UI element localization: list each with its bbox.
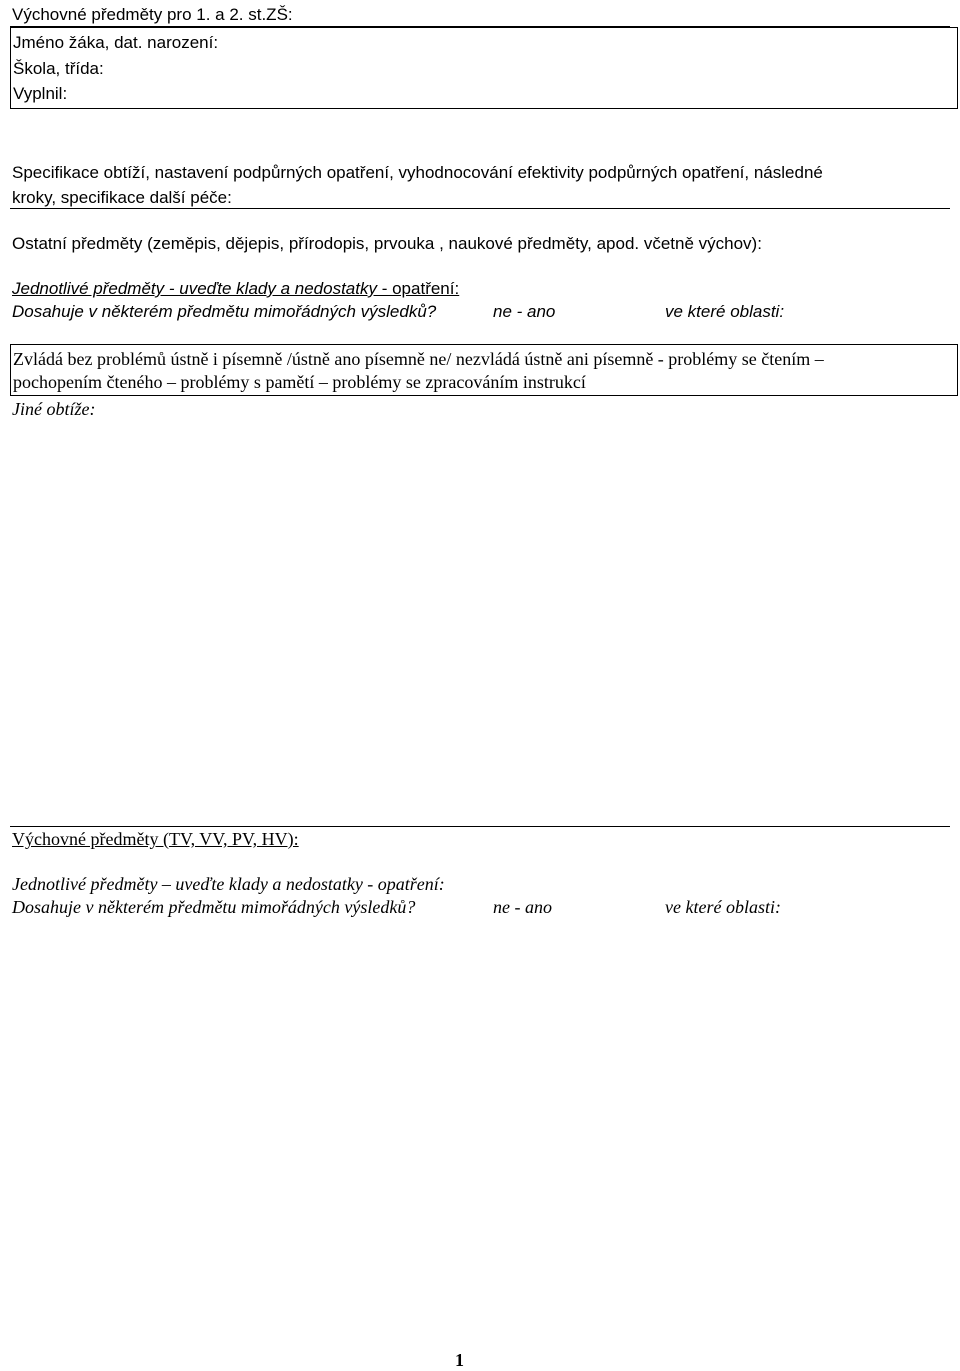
school-class-label: Škola, třída:	[13, 59, 104, 78]
educational-achievement-options: ne - ano	[493, 897, 552, 917]
document-title: Výchovné předměty pro 1. a 2. st.ZŠ:	[12, 5, 293, 24]
achievement-area-label: ve které oblasti:	[665, 302, 785, 321]
individual-subjects-line	[12, 278, 459, 300]
filled-by-label: Vyplnil:	[13, 84, 68, 103]
educational-achievement-area: ve které oblasti:	[665, 897, 781, 917]
educational-individual-line: Jednotlivé předměty – uveďte klady a nedostatky - opatření:	[12, 874, 445, 894]
achievement-options: ne - ano	[493, 302, 556, 321]
specification-rule	[10, 208, 950, 209]
manages-line-2: pochopením čteného – problémy s pamětí – problémy se zpracováním instrukcí	[13, 372, 586, 392]
educational-achievement-question: Dosahuje v některém předmětu mimořádných výsledků?	[12, 897, 416, 917]
individual-subjects-prefix: Jednotlivé předměty - uveďte klady a nedostatky	[12, 279, 377, 298]
individual-subjects-suffix: - opatření:	[377, 279, 460, 298]
specification-line-2: kroky, specifikace další péče:	[12, 188, 232, 207]
student-info-box	[10, 27, 958, 109]
student-name-label: Jméno žáka, dat. narození:	[13, 33, 219, 52]
achievement-question: Dosahuje v některém předmětu mimořádných výsledků?	[12, 302, 437, 321]
specification-line-1: Specifikace obtíží, nastavení podpůrných opatření, vyhodnocování efektivity podpůrných opatření, následné	[12, 163, 823, 182]
page-number: 1	[455, 1350, 464, 1370]
other-subjects-heading: Ostatní předměty (zeměpis, dějepis, přírodopis, prvouka , naukové předměty, apod. včetně výchov):	[12, 234, 762, 253]
educational-rule	[10, 826, 950, 827]
educational-subjects-heading: Výchovné předměty (TV, VV, PV, HV):	[12, 829, 299, 849]
manages-box	[10, 344, 958, 396]
manages-line-1: Zvládá bez problémů ústně i písemně /ústně ano písemně ne/ nezvládá ústně ani písemně - problémy se čtením –	[13, 349, 824, 369]
other-difficulties-label: Jiné obtíže:	[12, 399, 96, 419]
